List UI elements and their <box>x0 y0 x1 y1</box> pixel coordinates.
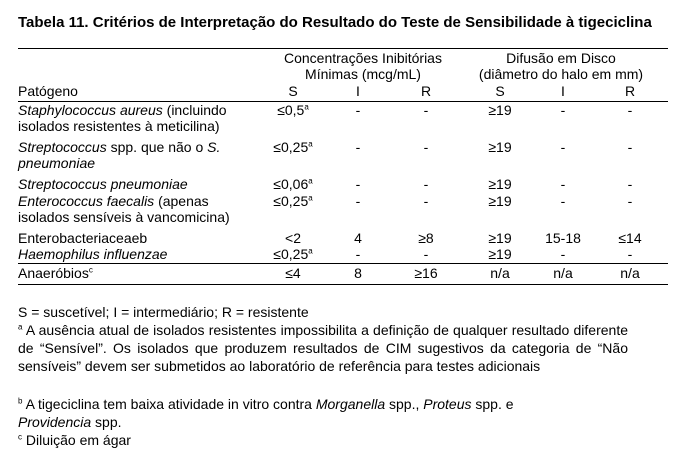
disc-group-header <box>466 50 656 82</box>
footnote-mark: a <box>304 102 309 112</box>
pathogen-text: (incluindo <box>162 102 227 118</box>
disc-s-cell: n/a <box>490 265 510 281</box>
pathogen-cell <box>18 266 263 282</box>
pathogen-cell <box>18 247 263 263</box>
disc-s-cell: ≥19 <box>488 193 512 209</box>
cim-s-cell <box>263 177 323 193</box>
footnote-mark: a <box>308 176 313 186</box>
cim-r-cell: - <box>423 176 429 192</box>
footnote-b-text: spp., <box>385 396 424 412</box>
disc-s-cell: ≥19 <box>488 230 512 246</box>
disc-s-cell: ≥19 <box>488 139 512 155</box>
footnote-mark: a <box>18 322 23 332</box>
disc-header-line2: (diâmetro do halo em mm) <box>478 66 644 82</box>
cim-s-value: ≤0,25 <box>273 193 309 209</box>
pathogen-cell <box>18 103 263 134</box>
disc-r-cell: ≤14 <box>618 230 642 246</box>
legend-footnote: S = suscetível; I = intermediário; R = resistente <box>18 304 309 320</box>
pathogen-italic: Streptococcus <box>18 139 107 155</box>
cim-r-cell: ≥8 <box>418 230 434 246</box>
disc-i-cell: - <box>560 139 566 155</box>
footnote-mark: a <box>308 139 313 149</box>
disc-i-cell: n/a <box>553 265 573 281</box>
footnote-b <box>18 395 628 431</box>
cim-r-cell: ≥16 <box>414 265 438 281</box>
pathogen-text-line2: isolados sensíveis à vancomicina) <box>18 208 230 225</box>
cim-s-value: ≤0,06 <box>273 176 309 192</box>
cim-s-value: ≤0,5 <box>277 102 305 118</box>
cim-i-cell: - <box>355 139 361 155</box>
disc-i-cell: - <box>560 102 566 118</box>
footnote-b-italic: Proteus <box>423 396 472 412</box>
cim-s-value: ≤0,25 <box>273 139 309 155</box>
disc-r-cell: - <box>627 102 633 118</box>
pathogen-text: Anaeróbios <box>18 265 89 281</box>
disc-r-cell: n/a <box>620 265 640 281</box>
disc-i-cell: - <box>560 193 566 209</box>
bottom-rule <box>18 284 668 285</box>
cim-r-header: R <box>420 83 432 99</box>
pathogen-text: (apenas <box>154 193 209 209</box>
cim-s-cell <box>263 103 323 119</box>
cim-r-cell: - <box>423 246 429 262</box>
footnote-mark: c <box>18 432 22 442</box>
cim-header-line2: Mínimas (mcg/mL) <box>305 66 421 82</box>
cim-i-cell: - <box>355 176 361 192</box>
cim-r-cell: - <box>423 139 429 155</box>
pathogen-cell: Enterobacteriaceaeb <box>18 230 148 246</box>
pathogen-italic: Streptococcus pneumoniae <box>18 176 188 192</box>
disc-r-cell: - <box>627 176 633 192</box>
cim-s-cell <box>263 247 323 263</box>
pathogen-italic: S. <box>207 139 221 155</box>
disc-i-cell: - <box>560 176 566 192</box>
disc-r-cell: - <box>627 139 633 155</box>
pathogen-italic: Enterococcus faecalis <box>18 193 155 209</box>
cim-s-header: S <box>288 83 298 99</box>
cim-header-line1: Concentrações Inibitórias <box>284 50 442 66</box>
footnote-c-text: Diluição em ágar <box>22 432 131 448</box>
pathogen-italic: Staphylococcus aureus <box>18 102 163 118</box>
disc-s-cell: ≥19 <box>488 176 512 192</box>
footnote-c <box>18 431 628 449</box>
cim-i-cell: 4 <box>354 230 362 246</box>
cim-r-cell: - <box>423 193 429 209</box>
cim-r-cell: - <box>423 102 429 118</box>
cim-s-cell <box>263 140 323 156</box>
footnote-a-text: A ausência atual de isolados resistentes impossibilita a definição de qualquer resultado diferente de “Sensível”. Os isolados que produzem resultados de CIM sugestivos da categoria de “Não sensíveis” devem ser submetidos ao laboratório de referência para testes adicionais <box>18 322 628 374</box>
footnote-mark: a <box>308 246 313 256</box>
disc-i-cell: - <box>560 246 566 262</box>
pathogen-text-line2: isolados resistentes à meticilina) <box>18 117 220 134</box>
footnote-b-text: A tigeciclina tem baixa atividade in vitro contra <box>22 396 316 412</box>
footnote-b-italic: Providencia <box>18 414 92 430</box>
disc-s-cell: ≥19 <box>488 102 512 118</box>
disc-s-header: S <box>495 83 505 99</box>
pathogen-cell <box>18 140 263 171</box>
footnote-b-italic: Morganella <box>315 396 386 412</box>
table-title: Tabela 11. Critérios de Interpretação do Resultado do Teste de Sensibilidade à tigeciclina <box>18 14 652 31</box>
cim-s-cell <box>263 194 323 210</box>
cim-i-cell: - <box>355 246 361 262</box>
footnote-mark: c <box>88 265 93 275</box>
disc-r-cell: - <box>627 193 633 209</box>
cim-s-value: ≤0,25 <box>273 246 309 262</box>
cim-s-cell: ≤4 <box>285 265 301 281</box>
disc-r-cell: - <box>627 246 633 262</box>
pathogen-text: spp. que não o <box>106 139 208 155</box>
pathogen-cell <box>18 177 263 193</box>
disc-header-line1: Difusão em Disco <box>506 50 616 66</box>
cim-s-cell: <2 <box>285 230 301 246</box>
footnote-b-text: spp. <box>91 414 122 430</box>
disc-r-header: R <box>624 83 636 99</box>
disc-s-cell: ≥19 <box>488 246 512 262</box>
anaerobes-rule <box>18 263 668 264</box>
cim-i-cell: 8 <box>354 265 362 281</box>
pathogen-header: Patógeno <box>18 83 78 99</box>
disc-i-header: I <box>561 83 565 99</box>
cim-i-cell: - <box>355 102 361 118</box>
pathogen-italic: Haemophilus influenzae <box>18 246 168 262</box>
cim-i-cell: - <box>355 193 361 209</box>
pathogen-italic-line2: pneumoniae <box>18 154 96 171</box>
footnote-mark: a <box>308 193 313 203</box>
cim-i-header: I <box>356 83 360 99</box>
footnote-mark: b <box>18 396 23 406</box>
disc-i-cell: 15-18 <box>545 230 581 246</box>
footnote-b-text: spp. e <box>471 396 514 412</box>
top-rule <box>18 48 668 49</box>
pathogen-cell <box>18 194 263 225</box>
footnote-a <box>18 321 628 375</box>
cim-group-header <box>263 50 463 82</box>
